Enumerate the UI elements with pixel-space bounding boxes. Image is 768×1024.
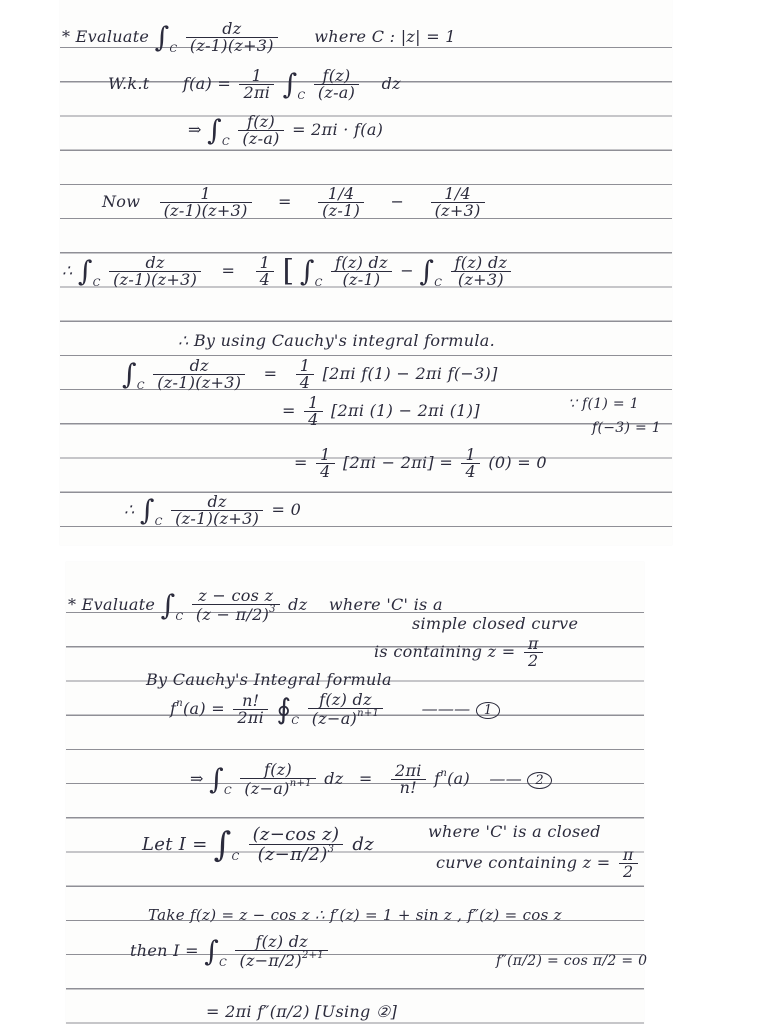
notebook-page-1: [60, 0, 672, 545]
implies-line: [188, 114, 383, 148]
implies-arrow: ⇒: [190, 769, 204, 788]
minus: −: [390, 192, 405, 211]
power: n: [440, 768, 448, 779]
power: n+1: [357, 708, 380, 719]
step3-result-coef: [461, 447, 479, 480]
now-lead: Now: [102, 192, 141, 211]
denominator: 4: [259, 270, 271, 289]
problem2-where: where 'C' is a: [328, 595, 443, 614]
numerator: dz: [186, 21, 278, 38]
denominator-text: (z−a): [311, 709, 358, 728]
denominator: (z-a): [317, 83, 356, 102]
contour-label: C: [154, 517, 163, 528]
step2-bracket: [2πi (1) − 2πi (1)]: [330, 401, 480, 420]
problem2-intro: * Evaluate: [68, 595, 156, 614]
step1-bracket: [2πi f(1) − 2πi f(−3)]: [322, 364, 498, 383]
step1-coef: [296, 358, 314, 391]
contour-label: C: [314, 278, 323, 289]
numerator: 1: [160, 186, 252, 203]
take-line: Take f(z) = z − cos z ∴ f′(z) = 1 + sin z , f″(z) = cos z: [148, 906, 562, 924]
step1-line: [122, 358, 498, 392]
denominator: 4: [465, 462, 476, 481]
numerator: 1: [296, 358, 314, 375]
then-line: [130, 934, 331, 969]
dz: dz: [352, 834, 374, 855]
numerator: f(z): [314, 68, 359, 85]
contour-label: C: [434, 278, 443, 289]
step1-lhs: [153, 358, 245, 391]
formula1-coef: [233, 693, 268, 726]
let-where1: where 'C' is a closed: [428, 822, 601, 841]
denominator: (z-1)(z+3): [189, 36, 274, 55]
denominator: (z-1)(z+3): [157, 373, 242, 392]
denominator: (z-1): [322, 201, 361, 220]
power: 2+1: [301, 950, 324, 961]
numerator: f(z) dz: [235, 934, 328, 951]
equals: =: [221, 261, 236, 280]
equals: =: [278, 192, 292, 211]
power: 3: [269, 604, 276, 615]
by-cauchy-line: By Cauchy's Integral formula: [146, 670, 392, 689]
now-term1: [318, 186, 364, 219]
implies-rhs: = 2πi · f(a): [292, 120, 384, 139]
step3-line: [294, 447, 547, 480]
integral-sign: ∫: [299, 254, 315, 288]
contour-label: C: [219, 958, 228, 969]
denominator-text: (z−a): [244, 779, 290, 798]
numerator: dz: [153, 358, 245, 375]
formula2-line: ⇒ $\int_C$ $\frac{f(z)}{(z-a)^{n+1}}$ dz = $\frac{2\pi i}{n!}$ $f^n(a)$ —— 2: [190, 762, 552, 797]
equation-label-1: 1: [476, 702, 501, 719]
step3-coef: [316, 447, 334, 480]
denominator: (z-1): [342, 270, 381, 289]
problem2-line2: simple closed curve: [412, 614, 579, 633]
now-lhs: [160, 186, 252, 219]
let-lead: Let I =: [142, 834, 208, 855]
contour-label: C: [224, 786, 232, 797]
containing-text: is containing z =: [374, 642, 516, 661]
equals: =: [263, 364, 278, 383]
power: n: [176, 698, 183, 709]
let-where2: [436, 847, 641, 880]
then-integrand: [235, 934, 328, 969]
therefore-lhs: [109, 255, 201, 288]
contour-label: C: [291, 716, 300, 727]
integral-sign: ∫: [154, 20, 170, 54]
contour-label: C: [297, 91, 306, 102]
final-rhs: = 0: [271, 500, 302, 519]
last-line: = 2πi f″(π/2) [Using ②]: [206, 1002, 398, 1021]
f-symbol: f: [434, 769, 441, 788]
let-integrand: [249, 826, 344, 864]
integral-sign: ∫: [207, 113, 222, 147]
numerator: f(z) dz: [451, 255, 512, 272]
implies-integrand: [238, 114, 283, 147]
wkt-line: [108, 68, 401, 102]
denominator: (z-1)(z+3): [163, 201, 248, 220]
numerator: f(z) dz: [331, 255, 392, 272]
formula2-integrand: [240, 762, 315, 797]
then-right: f″(π/2) = cos π/2 = 0: [496, 953, 648, 969]
integral-sign: ∫: [419, 254, 435, 288]
problem1-header: [62, 21, 456, 55]
dz: dz: [381, 74, 401, 93]
denominator: (z+3): [434, 201, 481, 220]
final-line: [124, 494, 301, 528]
problem1-intro: * Evaluate: [62, 27, 150, 46]
therefore-symbol: ∴: [124, 500, 135, 519]
denominator: [192, 605, 280, 623]
step2-coef: [304, 395, 322, 428]
problem2-line3: [374, 636, 546, 669]
numerator: 1: [461, 447, 479, 464]
numerator: 1: [304, 395, 322, 412]
dz: dz: [288, 595, 308, 614]
denominator-text: (z−π/2): [239, 951, 302, 970]
denominator: [240, 779, 315, 797]
dz: dz: [324, 769, 344, 788]
integral-sign: ∫: [213, 825, 232, 865]
numerator: n!: [233, 693, 268, 710]
integral-sign: ∫: [77, 254, 93, 288]
numerator: dz: [171, 494, 263, 511]
numerator: 1: [256, 255, 274, 272]
integral-sign: ∫: [139, 493, 155, 527]
denominator: 4: [299, 373, 311, 392]
formula1-line: $f^n(a)$ = $\frac{n!}{2\pi i}$ $∮_C$ $\frac{f(z) dz}{(z-a)^{n+1}}$ ——— 1: [170, 692, 500, 727]
problem1-where: where C : |z| = 1: [314, 27, 456, 46]
formula1-integrand: [308, 692, 383, 727]
numerator: f(z): [238, 114, 283, 131]
note-f1: ∵ f(1) = 1: [568, 396, 639, 412]
step3-bracket: [2πi − 2πi] =: [342, 453, 454, 472]
tail-arg: (a): [447, 769, 470, 788]
contour-label: C: [222, 137, 230, 148]
denominator: [308, 709, 383, 727]
denominator: (z-1)(z+3): [113, 270, 198, 289]
denominator: 4: [320, 462, 331, 481]
final-lhs: [171, 494, 263, 527]
note-f-3: f(−3) = 1: [592, 420, 661, 436]
contour-label: C: [231, 852, 240, 863]
numerator: f(z): [240, 762, 315, 779]
let-line: [142, 826, 374, 864]
therefore-symbol: ∴: [62, 261, 73, 280]
integral-sign: ∫: [122, 357, 137, 391]
power: 3: [327, 844, 335, 855]
wkt-lead: W.k.t: [108, 74, 150, 93]
coef-den: 2πi: [243, 83, 271, 102]
containing-text: curve containing z =: [436, 853, 611, 872]
numerator: f(z) dz: [308, 692, 383, 709]
numerator: (z−cos z): [249, 826, 344, 845]
step2-line: [282, 395, 480, 428]
notebook-page-2: [66, 562, 648, 1024]
denominator: (z-1)(z+3): [175, 509, 260, 528]
denominator: [235, 951, 328, 969]
wkt-coef: [239, 68, 274, 101]
denominator: 2πi: [237, 708, 265, 727]
equals: =: [282, 401, 296, 420]
power: n+1: [289, 778, 312, 789]
pi-over-2: [619, 847, 638, 880]
numerator: 1/4: [431, 186, 485, 203]
formula2-coef: [391, 763, 426, 796]
problem1-integrand: [186, 21, 278, 54]
numerator: 2πi: [391, 763, 426, 780]
integral-sign: ∫: [282, 67, 298, 101]
pi-over-2: [524, 636, 543, 669]
equation-label-2: 2: [527, 772, 552, 789]
contour-label: C: [175, 612, 184, 623]
denominator: [249, 845, 344, 864]
integral-sign: ∫: [209, 762, 224, 796]
now-line: [102, 186, 488, 219]
integral-sign: ∫: [204, 934, 220, 968]
implies-arrow: ⇒: [188, 120, 202, 139]
numerator: π: [619, 847, 638, 864]
numerator: z − cos z: [192, 588, 280, 605]
then-lead: then I =: [130, 941, 199, 960]
wkt-lhs: f(a) =: [182, 74, 232, 93]
lhs-arg: (a) =: [182, 699, 225, 718]
problem2-header: [68, 588, 443, 623]
numerator: π: [524, 636, 543, 653]
coef-num: 1: [239, 68, 274, 85]
bracket-open: [: [282, 253, 295, 289]
integral-sign: ∮: [276, 692, 292, 726]
contour-label: C: [92, 278, 101, 289]
step3-tail: (0) = 0: [488, 453, 547, 472]
denominator: n!: [399, 778, 417, 797]
numerator: dz: [109, 255, 201, 272]
denominator: (z+3): [457, 270, 504, 289]
by-using-line: ∴ By using Cauchy's integral formula.: [178, 331, 495, 350]
wkt-integrand: [314, 68, 359, 101]
numerator: 1/4: [318, 186, 364, 203]
denominator: 2: [623, 862, 634, 881]
now-term2: [431, 186, 485, 219]
contour-label: C: [136, 381, 145, 392]
therefore-term-a: [331, 255, 392, 288]
problem2-integrand: [192, 588, 280, 623]
therefore-term-b: [451, 255, 512, 288]
f-symbol: f: [170, 699, 177, 718]
denominator: (z-a): [242, 129, 280, 148]
equals: =: [294, 453, 308, 472]
therefore-line: [62, 255, 514, 289]
therefore-coef: [256, 255, 274, 288]
denominator-text: (z−π/2): [257, 844, 328, 865]
minus: −: [400, 261, 414, 280]
denominator: 2: [528, 651, 539, 670]
equals: =: [358, 769, 373, 788]
denominator: 4: [308, 410, 319, 429]
numerator: 1: [316, 447, 334, 464]
contour-label: C: [169, 44, 178, 55]
integral-sign: ∫: [160, 588, 176, 622]
denominator-text: (z − π/2): [195, 605, 270, 624]
